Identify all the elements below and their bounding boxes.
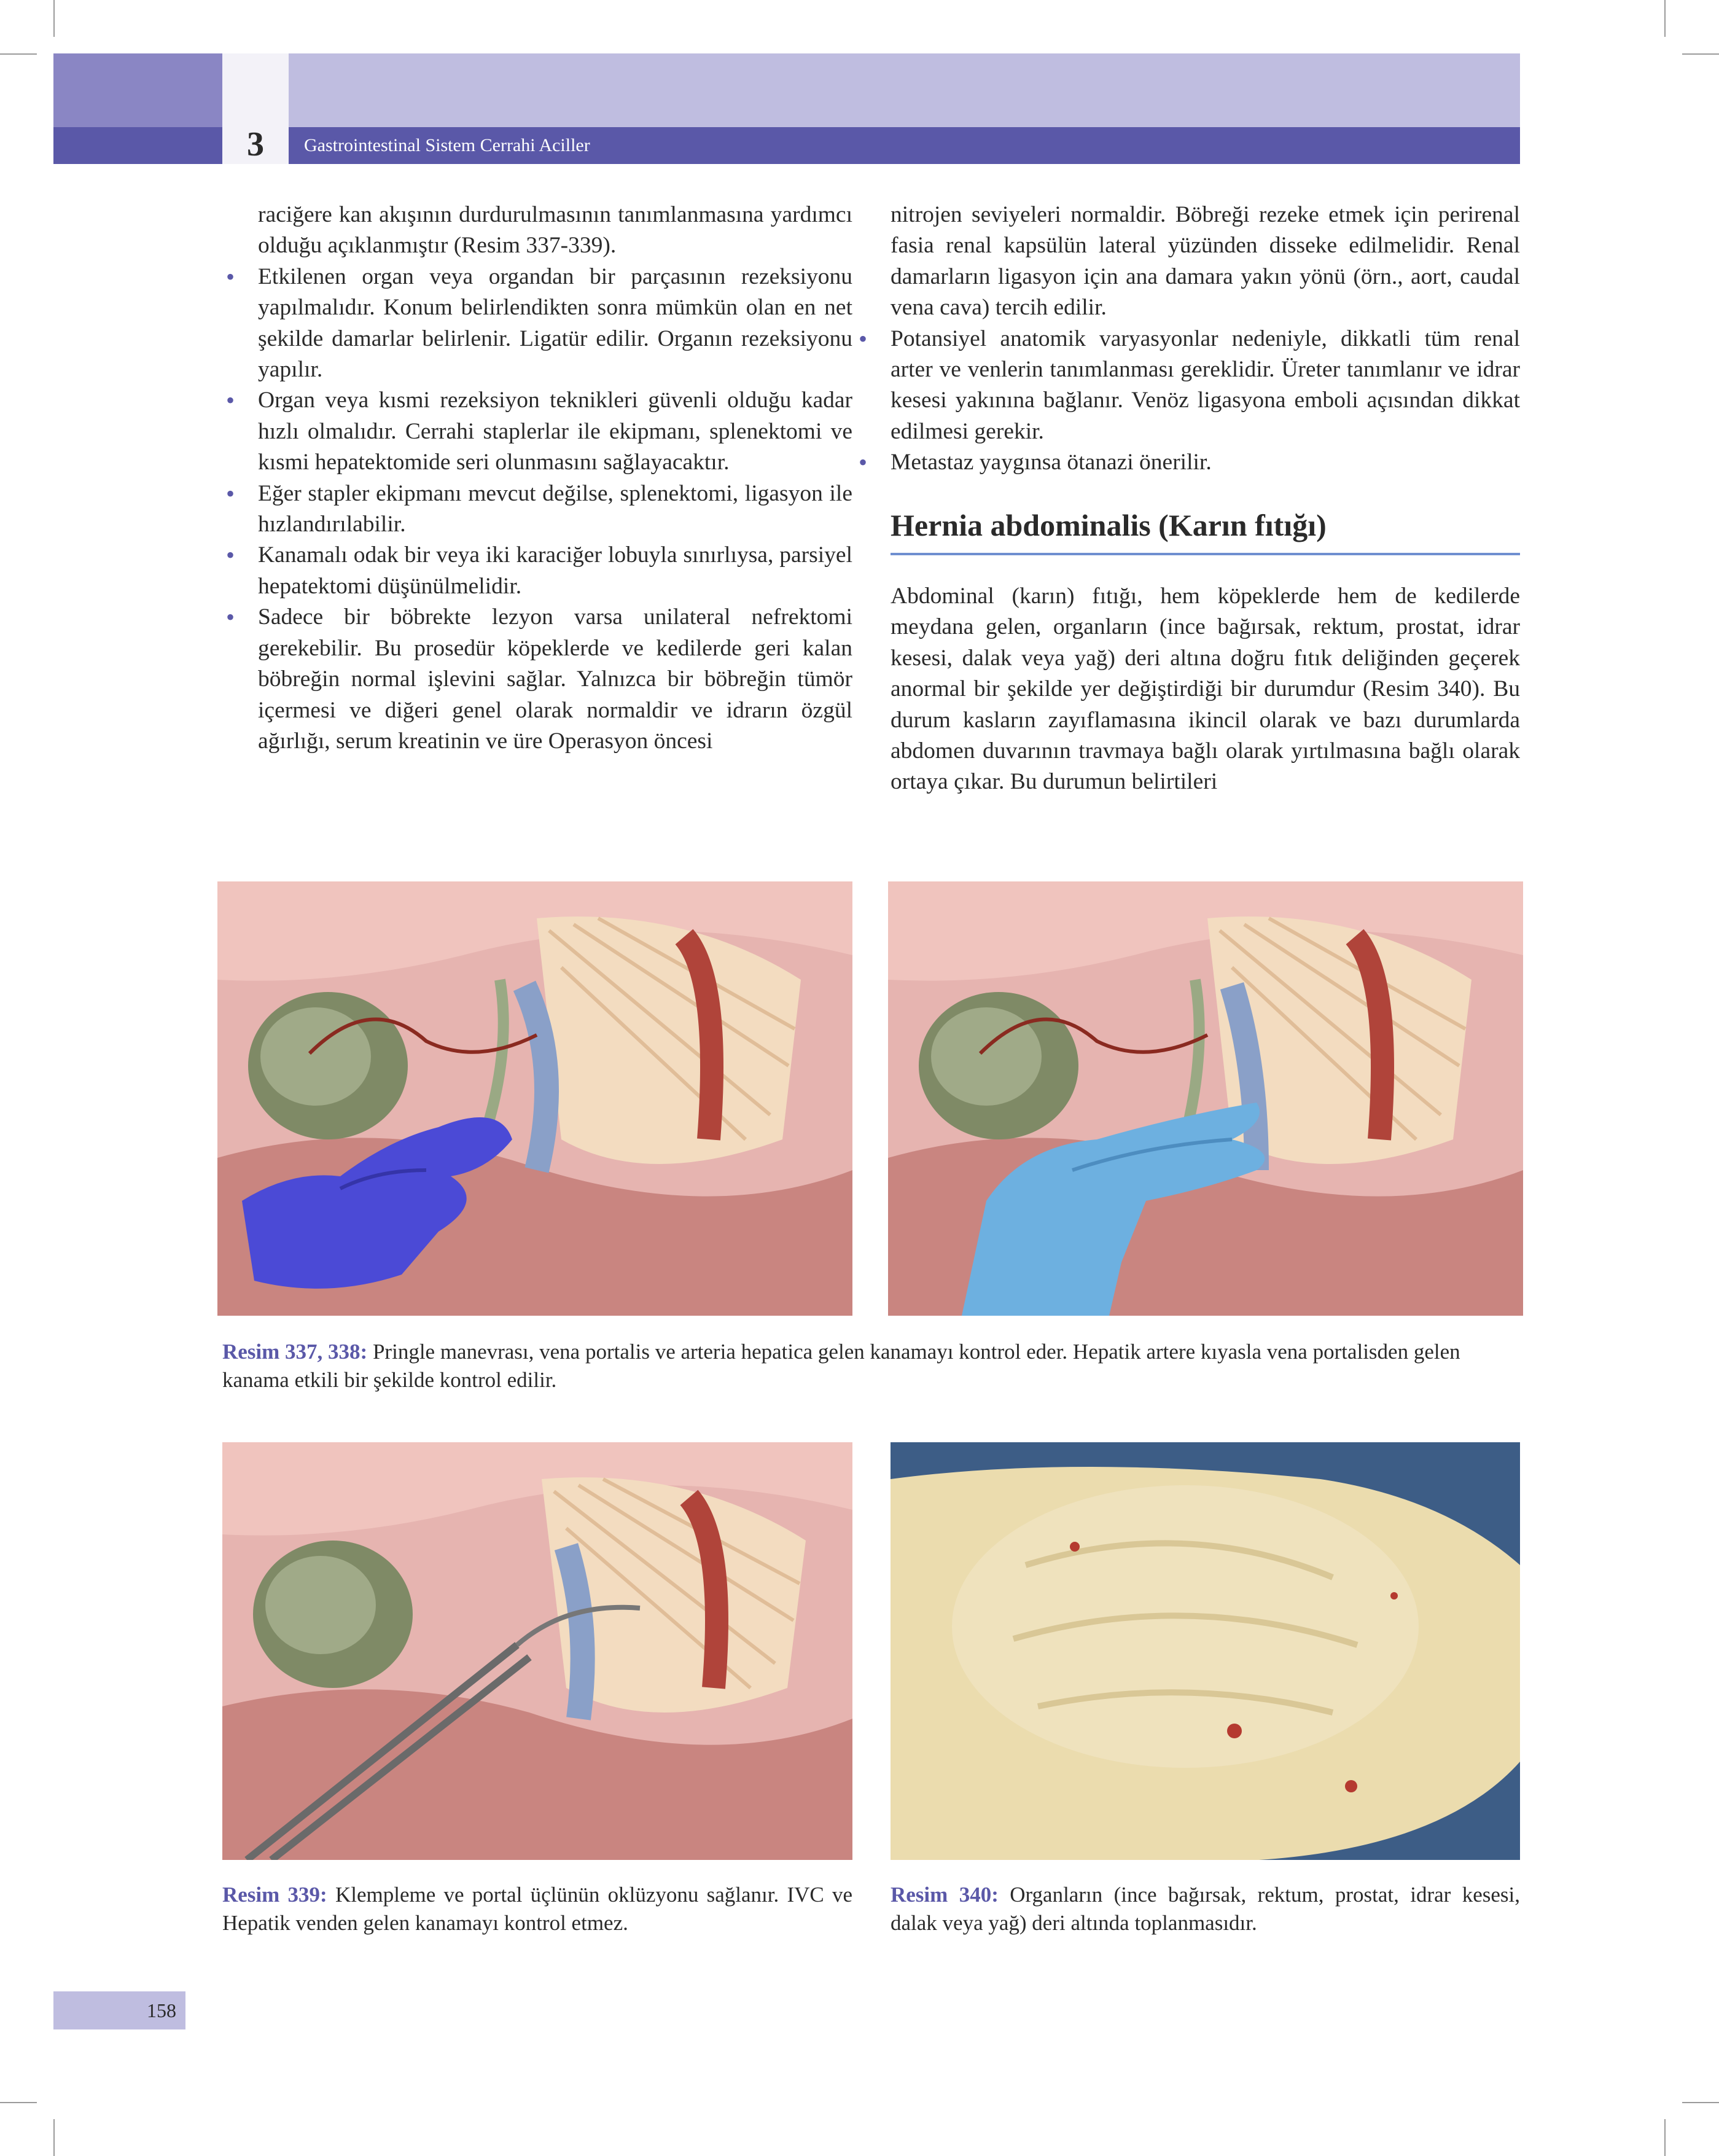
list-item: • Organ veya kısmi rezeksiyon teknikleri güvenli olduğu kadar hızlı olmalıdır. Cerrahi staplerlar ile ekipmanı, splenektomi ve kısmi hepatektomide seri olunmasını sağlayacaktır. [258,385,852,478]
continuation-paragraph: raciğere kan akışının durdurulmasının tanımlanmasına yardımcı olduğu açıklanmıştır (Resim 337-339). [258,202,852,259]
bullet-list [258,262,852,757]
header-band-light [289,53,1520,127]
right-column [891,200,1520,478]
crop-mark [1682,53,1719,55]
crop-mark [0,2102,37,2103]
figure-caption-340 [891,1881,1520,1937]
crop-mark [1682,2102,1719,2103]
crop-mark [53,0,55,37]
list-item: • Kanamalı odak bir veya iki karaciğer lobuyla sınırlıysa, parsiyel hepatektomi düşünülmelidir. [258,540,852,602]
list-item: • Potansiyel anatomik varyasyonlar nedeniyle, dikkatli tüm renal arter ve venlerin tanımlanması gereklidir. Üreter tanımlanır ve idrar kesesi yakınına bağlanır. Venöz ligasyona emboli açısından dikkat edilmesi gerekir. [891,324,1520,448]
section-heading: Hernia abdominalis (Karın fıtığı) [891,508,1327,542]
caption-label: Resim 340: [891,1883,999,1907]
section-paragraph: Abdominal (karın) fıtığı, hem köpeklerde hem de kedilerde meydana gelen, organların (ince bağırsak, rektum, prostat, idrar kesesi, dalak veya yağ) deri altına doğru fıtık deliğinden geçerek anormal bir şekilde yer değiştirdiği bir durumdur (Resim 340). Bu durum kasların zayıflamasına ikincil olarak ve bazı durumlarda abdomen duvarının travmaya bağlı olarak yırtılmasına bağlı olarak ortaya çıkar. Bu durumun belirtileri [891,584,1520,795]
caption-label: Resim 339: [222,1883,327,1907]
chapter-number: 3 [247,125,264,163]
crop-mark [1664,2119,1666,2156]
heading-rule [891,553,1520,555]
caption-label: Resim 337, 338: [222,1340,368,1364]
figure-caption-339 [222,1881,852,1937]
caption-text: Organların (ince bağırsak, rektum, prostat, idrar kesesi, dalak veya yağ) deri altında toplanmasıdır. [891,1883,1521,1935]
caption-text: Klempleme ve portal üçlünün oklüzyonu sağlanır. IVC ve Hepatik venden gelen kanamayı kontrol etmez. [222,1883,853,1935]
figure-340-photo [891,1442,1520,1860]
list-item: • Eğer stapler ekipmanı mevcut değilse, splenektomi, ligasyon ile hızlandırılabilir. [258,478,852,541]
figure-337-illustration [217,881,852,1316]
running-title: Gastrointestinal Sistem Cerrahi Aciller [304,135,590,155]
page-number: 158 [147,1999,176,2021]
left-column [258,200,852,757]
list-item: • Sadece bir böbrekte lezyon varsa unilateral nefrektomi gerekebilir. Bu prosedür köpeklerde ve kedilerde geri kalan böbreğin normal işlevini sağlar. Yalnızca bir böbreğin tümör içermesi ve diğeri genel olarak normaldir ve idrarın özgül ağırlığı, serum kreatinin ve üre Operasyon öncesi [258,602,852,757]
figure-339-illustration [222,1442,852,1860]
caption-text: Pringle manevrası, vena portalis ve arteria hepatica gelen kanamayı kontrol eder. Hepatik artere kıyasla vena portalisden gelen kanama etkili bir şekilde kontrol edilir. [222,1340,1460,1392]
continuation-paragraph: nitrojen seviyeleri normaldir. Böbreği rezeke etmek için perirenal fasia renal kapsülün lateral yüzünden disseke edilmelidir. Renal damarların ligasyon için ana damara yakın yönü (örn., aort, caudal vena cava) tercih edilir. [891,202,1520,321]
crop-mark [53,2119,55,2156]
figure-338-illustration [888,881,1523,1316]
list-item: • Metastaz yaygınsa ötanazi önerilir. [891,447,1520,478]
crop-mark [1664,0,1666,37]
bullet-list [891,324,1520,478]
list-item: • Etkilenen organ veya organdan bir parçasının rezeksiyonu yapılmalıdır. Konum belirlendikten sonra mümkün olan en net şekilde damarlar belirlenir. Ligatür edilir. Organın rezeksiyonu yapılır. [258,262,852,386]
crop-mark [0,53,37,55]
header-band-accent [53,53,222,127]
figure-caption-337-338 [222,1338,1520,1394]
